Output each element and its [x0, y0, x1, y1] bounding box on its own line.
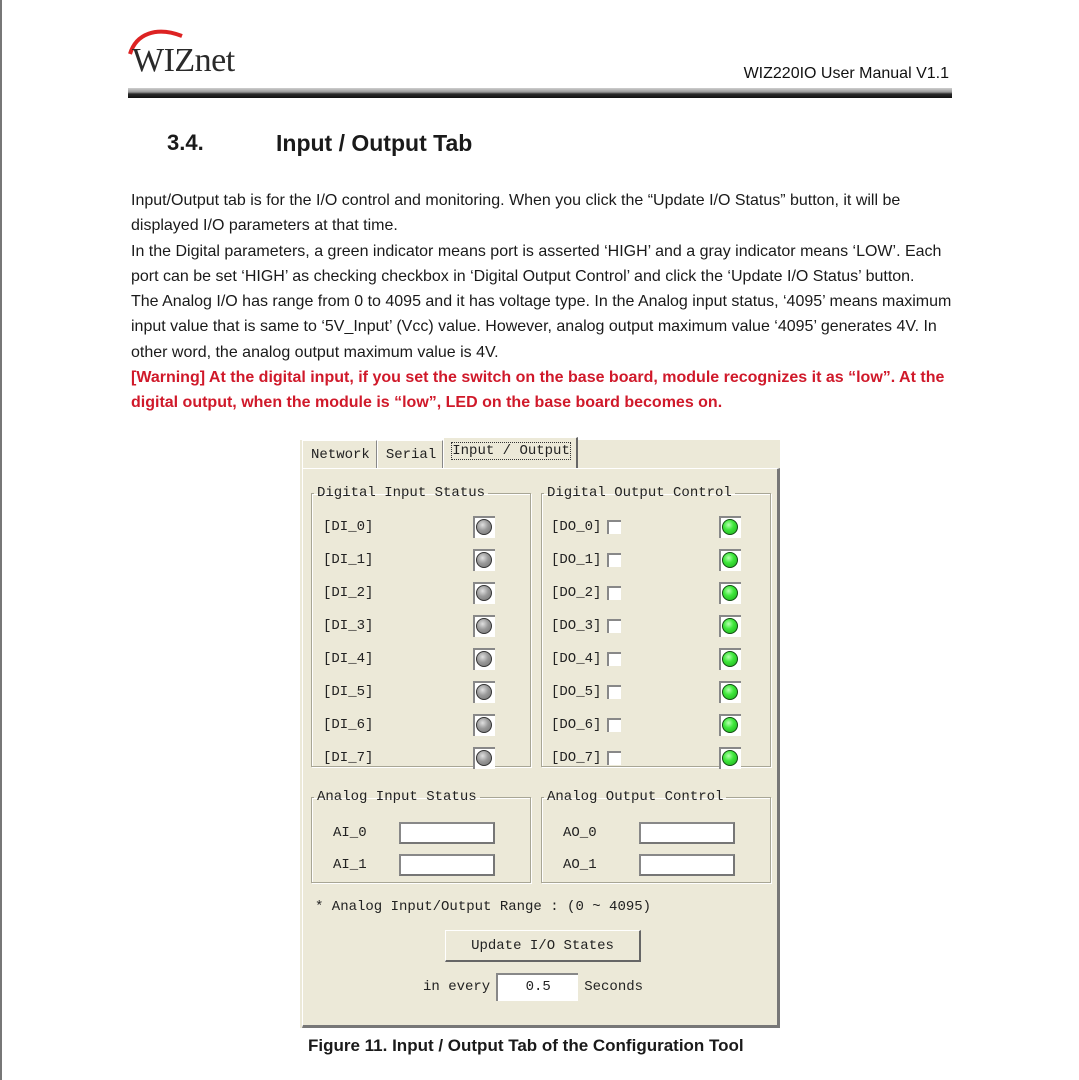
ao-1-field[interactable]: [639, 854, 735, 876]
do-row: [551, 680, 741, 704]
do-row: [551, 581, 741, 605]
led-indicator: [473, 648, 495, 670]
ai-row: [333, 853, 495, 877]
update-io-states-button[interactable]: Update I/O States: [445, 930, 641, 962]
do-row: [551, 548, 741, 572]
do-label: [DO_0]: [551, 519, 602, 535]
do-label: [DO_6]: [551, 717, 602, 733]
led-indicator: [719, 615, 741, 637]
led-off-icon: [476, 519, 492, 535]
do-row: [551, 647, 741, 671]
di-label: [DI_3]: [323, 618, 374, 634]
led-on-icon: [722, 552, 738, 568]
group-legend: Analog Input Status: [317, 789, 477, 805]
tab-label: Input / Output: [452, 443, 570, 459]
do-checkbox[interactable]: [607, 718, 621, 732]
ai-label: AI_1: [333, 857, 367, 873]
do-label: [DO_2]: [551, 585, 602, 601]
led-indicator: [473, 615, 495, 637]
interval-prefix: in every: [423, 979, 491, 995]
logo-text: WIZnet: [132, 42, 235, 79]
di-row: [323, 647, 495, 671]
di-label: [DI_1]: [323, 552, 374, 568]
led-on-icon: [722, 618, 738, 634]
do-checkbox[interactable]: [607, 619, 621, 633]
led-indicator: [719, 516, 741, 538]
group-legend: Digital Output Control: [547, 485, 732, 501]
led-off-icon: [476, 651, 492, 667]
led-indicator: [719, 648, 741, 670]
led-on-icon: [722, 684, 738, 700]
led-off-icon: [476, 750, 492, 766]
led-on-icon: [722, 717, 738, 733]
di-row: [323, 614, 495, 638]
tab-label: Network: [311, 447, 370, 463]
do-row: [551, 713, 741, 737]
di-label: [DI_2]: [323, 585, 374, 601]
do-checkbox[interactable]: [607, 751, 621, 765]
led-indicator: [473, 516, 495, 538]
led-indicator: [473, 582, 495, 604]
led-off-icon: [476, 552, 492, 568]
ai-row: [333, 821, 495, 845]
wiznet-logo: [126, 28, 266, 78]
do-row: [551, 515, 741, 539]
paragraph: The Analog I/O has range from 0 to 4095 and it has voltage type. In the Analog input status, ‘4095’ means maximum input value that is same to ‘5V_Input’ (Vcc) value. However, analog output maximum value ‘4095’ generates 4V. In other word, the analog output maximum value is 4V.: [131, 293, 952, 361]
interval-field[interactable]: 0.5: [496, 973, 578, 1001]
led-indicator: [473, 714, 495, 736]
paragraph: Input/Output tab is for the I/O control and monitoring. When you click the “Update I/O Status” button, it will be displayed I/O parameters at that time.: [131, 192, 901, 235]
figure-caption: Figure 11. Input / Output Tab of the Configuration Tool: [308, 1036, 744, 1055]
led-on-icon: [722, 750, 738, 766]
di-row: [323, 515, 495, 539]
do-checkbox[interactable]: [607, 520, 621, 534]
led-off-icon: [476, 717, 492, 733]
led-indicator: [719, 681, 741, 703]
di-label: [DI_5]: [323, 684, 374, 700]
led-indicator: [473, 747, 495, 769]
led-on-icon: [722, 651, 738, 667]
di-row: [323, 746, 495, 770]
di-row: [323, 680, 495, 704]
tab-label: Serial: [385, 447, 437, 463]
led-indicator: [719, 714, 741, 736]
led-on-icon: [722, 585, 738, 601]
do-row: [551, 746, 741, 770]
warning-text: [Warning] At the digital input, if you set the switch on the base board, module recognizes it as “low”. At the digital output, when the module is “low”, LED on the base board becomes on.: [131, 369, 945, 412]
do-checkbox[interactable]: [607, 685, 621, 699]
range-note: * Analog Input/Output Range : (0 ~ 4095): [315, 899, 652, 915]
di-label: [DI_4]: [323, 651, 374, 667]
tab-input-output[interactable]: [443, 437, 578, 468]
di-label: [DI_6]: [323, 717, 374, 733]
led-indicator: [473, 681, 495, 703]
tab-bar: [302, 440, 578, 468]
config-tool-screenshot: [300, 440, 780, 1028]
led-off-icon: [476, 585, 492, 601]
page-edge: [0, 0, 2, 1080]
section-title: Input / Output Tab: [276, 130, 473, 156]
ai-label: AI_0: [333, 825, 367, 841]
di-label: [DI_0]: [323, 519, 374, 535]
do-label: [DO_5]: [551, 684, 602, 700]
group-legend: Analog Output Control: [547, 789, 724, 805]
ao-label: AO_0: [563, 825, 597, 841]
tab-panel: [302, 468, 780, 1028]
do-label: [DO_1]: [551, 552, 602, 568]
interval-row: [423, 973, 643, 1001]
ao-0-field[interactable]: [639, 822, 735, 844]
do-label: [DO_4]: [551, 651, 602, 667]
do-label: [DO_7]: [551, 750, 602, 766]
di-label: [DI_7]: [323, 750, 374, 766]
document-title: WIZ220IO User Manual V1.1: [743, 65, 949, 82]
ai-0-field[interactable]: [399, 822, 495, 844]
group-legend: Digital Input Status: [317, 485, 486, 501]
led-indicator: [719, 747, 741, 769]
paragraph: In the Digital parameters, a green indicator means port is asserted ‘HIGH’ and a gray indicator means ‘LOW’. Each port can be set ‘HIGH’ as checking checkbox in ‘Digital Output Control’ and click the ‘Update I/O Status’ button.: [131, 242, 942, 285]
interval-suffix: Seconds: [584, 979, 644, 995]
section-number: 3.4.: [167, 130, 204, 155]
ai-1-field[interactable]: [399, 854, 495, 876]
tab-serial[interactable]: [377, 440, 443, 468]
do-row: [551, 614, 741, 638]
do-checkbox[interactable]: [607, 652, 621, 666]
ao-row: [563, 853, 735, 877]
led-off-icon: [476, 618, 492, 634]
led-indicator: [719, 549, 741, 571]
ao-label: AO_1: [563, 857, 597, 873]
di-row: [323, 581, 495, 605]
led-indicator: [473, 549, 495, 571]
di-row: [323, 548, 495, 572]
do-label: [DO_3]: [551, 618, 602, 634]
header-rule: [128, 88, 952, 98]
do-checkbox[interactable]: [607, 586, 621, 600]
led-off-icon: [476, 684, 492, 700]
do-checkbox[interactable]: [607, 553, 621, 567]
led-indicator: [719, 582, 741, 604]
led-on-icon: [722, 519, 738, 535]
tab-network[interactable]: [302, 440, 377, 468]
di-row: [323, 713, 495, 737]
ao-row: [563, 821, 735, 845]
body-text: [131, 188, 961, 416]
